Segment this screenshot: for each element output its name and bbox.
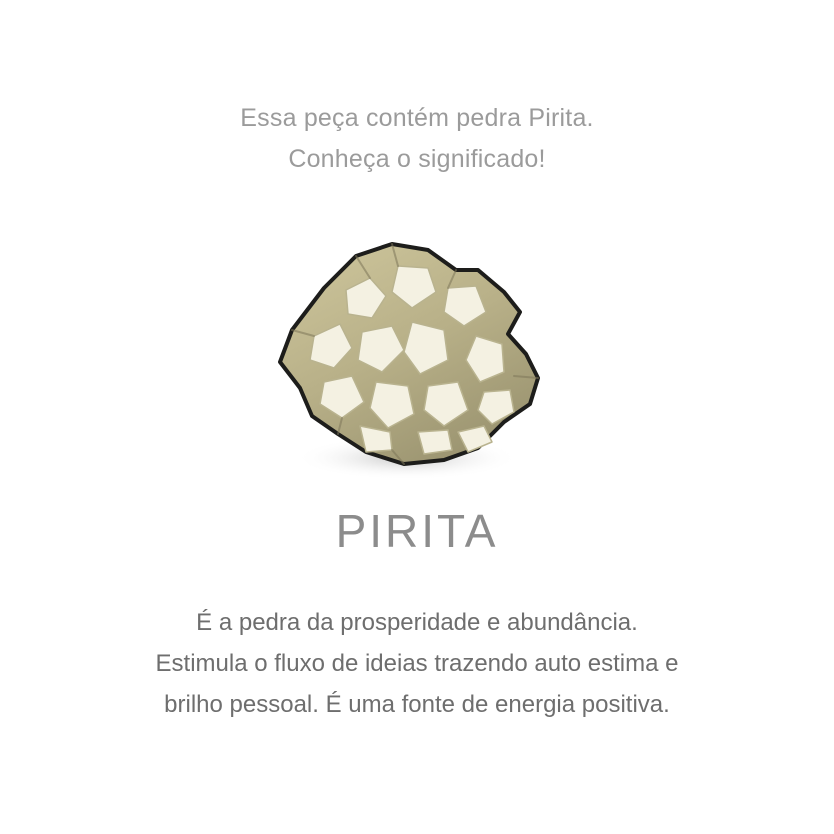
pyrite-stone-illustration <box>252 226 582 486</box>
description-line-2: Estimula o fluxo de ideias trazendo auto estima e <box>155 650 679 677</box>
intro-line-2: Conheça o significado! <box>288 145 546 173</box>
intro-text <box>240 98 593 180</box>
stone-description <box>156 602 679 725</box>
description-line-1: É a pedra da prosperidade e abundância. <box>196 609 638 636</box>
intro-line-1: Essa peça contém pedra Pirita. <box>240 104 594 132</box>
description-line-3: brilho pessoal. É uma fonte de energia positiva. <box>164 691 670 718</box>
stone-title: PIRITA <box>335 505 499 557</box>
